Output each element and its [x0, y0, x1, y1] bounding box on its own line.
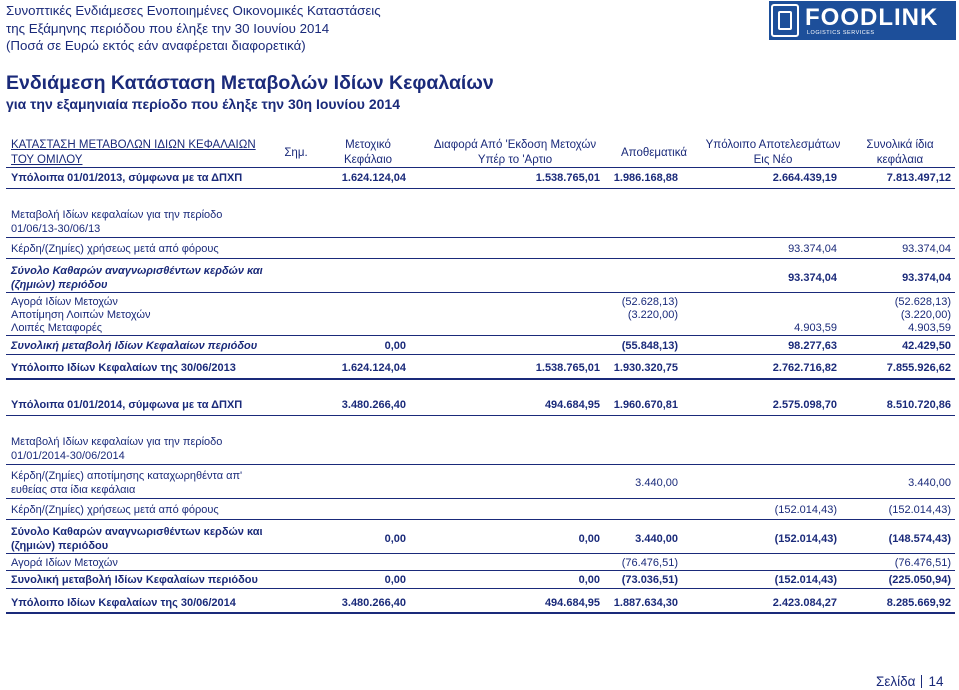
cell-value: 2.423.084,27: [772, 597, 837, 609]
column-retained-earnings-header: [700, 138, 846, 168]
cell-value: (3.220,00): [900, 309, 951, 321]
row-label: 01/01/2014-30/06/2014: [11, 450, 125, 462]
cell-value: 3.440,00: [908, 477, 951, 489]
divider: [6, 415, 955, 416]
row-label: Λοιπές Μεταφορές: [11, 322, 103, 334]
divider: [6, 498, 955, 499]
column-total-equity-header: [848, 138, 952, 168]
cell-value: (76.476,51): [621, 557, 678, 569]
header-text: Συνολικά ίδια: [866, 139, 934, 151]
cell-value: (3.220,00): [627, 309, 678, 321]
cell-value: 494.684,95: [544, 399, 600, 411]
cell-value: 1.930.320,75: [613, 362, 678, 374]
cell-value: 93.374,04: [788, 243, 837, 255]
cell-value: 0,00: [384, 533, 406, 545]
cell-value: 0,00: [578, 574, 600, 586]
cell-value: 1.986.168,88: [613, 172, 678, 184]
header-text: Κεφάλαιο: [343, 154, 393, 166]
cell-value: 494.684,95: [544, 597, 600, 609]
page-number: 14: [928, 674, 944, 689]
divider: [6, 464, 955, 465]
divider: [6, 612, 955, 614]
column-note-header: Σημ.: [284, 147, 308, 159]
page-separator: [921, 675, 922, 688]
cell-value: 2.664.439,19: [772, 172, 837, 184]
cell-value: 1.538.765,01: [535, 362, 600, 374]
row-label: Μεταβολή Ιδίων κεφαλαίων για την περίοδο: [11, 209, 223, 221]
cell-value: (225.050,94): [888, 574, 951, 586]
cell-value: 1.538.765,01: [535, 172, 600, 184]
divider: [6, 292, 955, 293]
divider: [6, 354, 955, 355]
header-text: Υπόλοιπο Αποτελεσμάτων: [705, 139, 841, 151]
row-label: ευθείας στα ίδια κεφάλαια: [11, 484, 136, 496]
column-reserves-header: Αποθεματικά: [621, 147, 687, 159]
cell-value: 1.887.634,30: [613, 597, 678, 609]
divider: [6, 335, 955, 336]
column-share-premium-header: [420, 138, 610, 168]
foodlink-logo: [769, 1, 956, 40]
cell-value: (73.036,51): [621, 574, 678, 586]
row-label: Μεταβολή Ιδίων κεφαλαίων για την περίοδο: [11, 436, 223, 448]
divider: [6, 588, 955, 589]
row-label: Κέρδη/(Ζημίες) χρήσεως μετά από φόρους: [11, 243, 219, 255]
cell-value: 93.374,04: [902, 272, 951, 284]
header-line-3: (Ποσά σε Ευρώ εκτός εάν αναφέρεται διαφορετικά): [6, 38, 306, 53]
cell-value: (148.574,43): [888, 533, 951, 545]
cell-value: 0,00: [384, 574, 406, 586]
header-text: ΚΑΤΑΣΤΑΣΗ ΜΕΤΑΒΟΛΩΝ ΙΔΙΩΝ ΚΕΦΑΛΑΙΩΝ: [11, 139, 256, 151]
column-label-header: [11, 138, 256, 168]
header-line-1: Συνοπτικές Ενδιάμεσες Ενοποιημένες Οικονομικές Καταστάσεις: [6, 3, 381, 18]
cell-value: 0,00: [578, 533, 600, 545]
cell-value: 42.429,50: [902, 340, 951, 352]
cell-value: 4.903,59: [794, 322, 837, 334]
cell-value: 2.575.098,70: [772, 399, 837, 411]
cell-value: (52.628,13): [621, 296, 678, 308]
row-label: (ζημιών) περιόδου: [11, 279, 108, 291]
cell-value: (152.014,43): [774, 574, 837, 586]
row-label: Κέρδη/(Ζημίες) αποτίμησης καταχωρηθέντα απ': [11, 470, 243, 482]
cell-value: 8.285.669,92: [886, 597, 951, 609]
row-label: Υπόλοιπα 01/01/2014, σύμφωνα με τα ΔΠΧΠ: [11, 399, 243, 411]
cell-value: 1.960.670,81: [613, 399, 678, 411]
cell-value: 1.624.124,04: [341, 172, 406, 184]
cell-value: 8.510.720,86: [886, 399, 951, 411]
row-label: Συνολική μεταβολή Ιδίων Κεφαλαίων περιόδου: [11, 340, 258, 352]
cell-value: (152.014,43): [774, 533, 837, 545]
divider: [6, 167, 955, 168]
divider: [6, 188, 955, 189]
page-title: Ενδιάμεση Κατάσταση Μεταβολών Ιδίων Κεφαλαίων: [6, 72, 494, 94]
page-subtitle: για την εξαμηνιαία περίοδο που έληξε την 30η Ιουνίου 2014: [6, 96, 400, 112]
row-label: 01/06/13-30/06/13: [11, 223, 101, 235]
cell-value: 7.855.926,62: [886, 362, 951, 374]
cell-value: 98.277,63: [788, 340, 837, 352]
divider: [6, 378, 955, 380]
cell-value: 3.440,00: [635, 533, 678, 545]
header-text: Μετοχικό: [345, 139, 391, 151]
row-label: Αποτίμηση Λοιπών Μετοχών: [11, 309, 151, 321]
row-label: Αγορά Ιδίων Μετοχών: [11, 296, 118, 308]
cell-value: 1.624.124,04: [341, 362, 406, 374]
header-text: κεφάλαια: [876, 154, 924, 166]
divider: [6, 570, 955, 571]
row-label: Συνολική μεταβολή Ιδίων Κεφαλαίων περιόδου: [11, 574, 258, 586]
row-label: Κέρδη/(Ζημίες) χρήσεως μετά από φόρους: [11, 504, 219, 516]
cell-value: 4.903,59: [908, 322, 951, 334]
cell-value: (76.476,51): [894, 557, 951, 569]
logo-tagline: LOGISTICS SERVICES: [807, 30, 875, 36]
cell-value: 3.480.266,40: [341, 597, 406, 609]
divider: [6, 519, 955, 520]
header-line-2: της Εξάμηνης περιόδου που έληξε την 30 Ιουνίου 2014: [6, 20, 330, 36]
row-label: Υπόλοιπο Ιδίων Κεφαλαίων της 30/06/2013: [11, 362, 236, 374]
row-label: Σύνολο Καθαρών αναγνωρισθέντων κερδών και: [11, 265, 263, 277]
header-text: Εις Νέο: [753, 154, 793, 166]
header-text: ΤΟΥ ΟΜΙΛΟΥ: [11, 154, 83, 166]
cell-value: 0,00: [384, 340, 406, 352]
cell-value: 3.440,00: [635, 477, 678, 489]
divider: [6, 553, 955, 554]
row-label: Υπόλοιπα 01/01/2013, σύμφωνα με τα ΔΠΧΠ: [11, 172, 243, 184]
cell-value: 3.480.266,40: [341, 399, 406, 411]
cell-value: (52.628,13): [894, 296, 951, 308]
cell-value: 2.762.716,82: [772, 362, 837, 374]
row-label: Σύνολο Καθαρών αναγνωρισθέντων κερδών και: [11, 526, 263, 538]
logo-mark-icon: [771, 4, 799, 37]
cell-value: (152.014,43): [774, 504, 837, 516]
page-footer: [876, 674, 943, 689]
cell-value: 7.813.497,12: [886, 172, 951, 184]
cell-value: (55.848,13): [621, 340, 678, 352]
cell-value: (152.014,43): [888, 504, 951, 516]
row-label: (ζημιών) περιόδου: [11, 540, 109, 552]
header-text: Υπέρ το 'Αρτιο: [477, 154, 553, 166]
column-share-capital-header: [318, 138, 418, 168]
cell-value: 93.374,04: [902, 243, 951, 255]
row-label: Αγορά Ιδίων Μετοχών: [11, 557, 118, 569]
header-text: Διαφορά Από 'Εκδοση Μετοχών: [433, 139, 597, 151]
cell-value: 93.374,04: [788, 272, 837, 284]
page-word: Σελίδα: [876, 674, 916, 689]
logo-name: FOODLINK: [805, 4, 939, 31]
divider: [6, 258, 955, 259]
report-header: [6, 2, 726, 55]
divider: [6, 237, 955, 238]
row-label: Υπόλοιπο Ιδίων Κεφαλαίων της 30/06/2014: [11, 597, 236, 609]
